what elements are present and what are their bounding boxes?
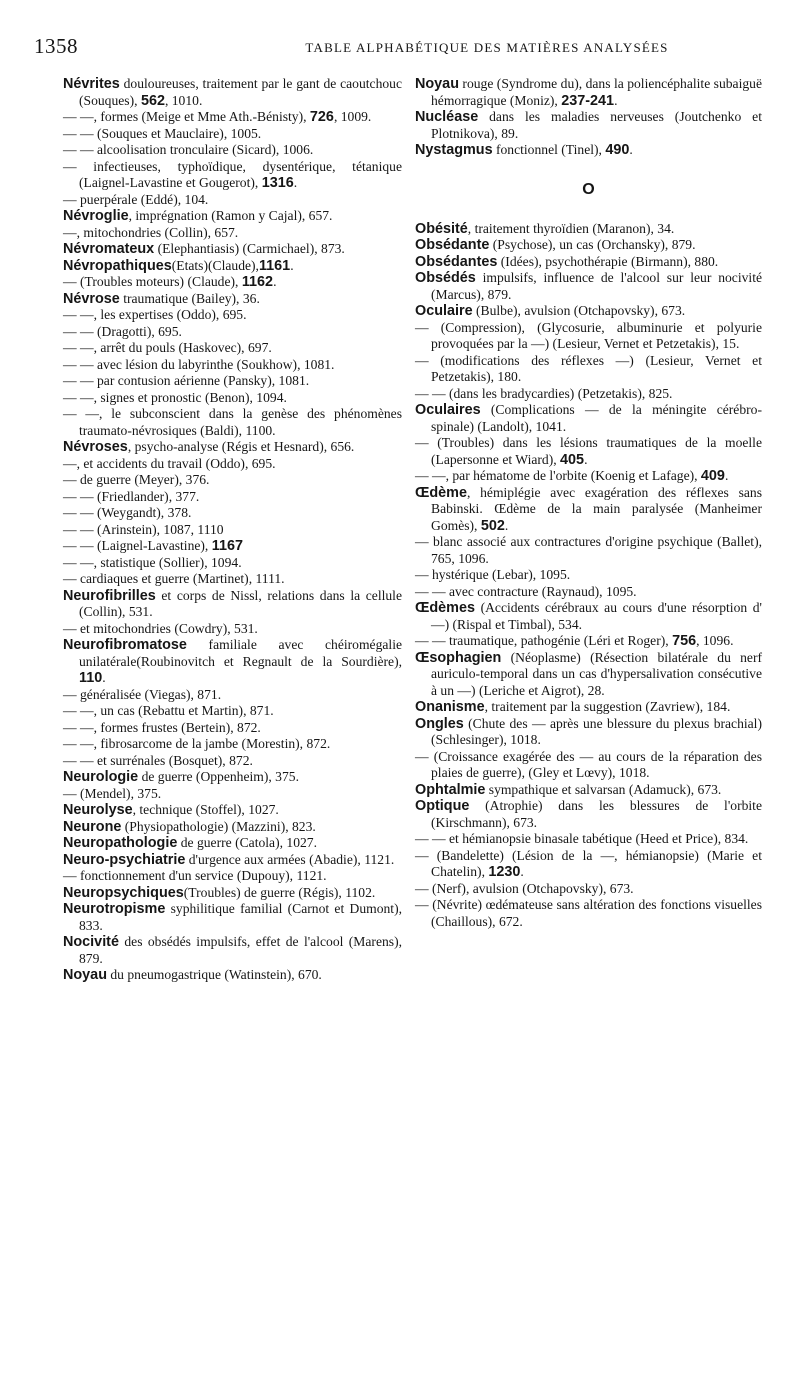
index-entry: [415, 567, 762, 584]
entry-text: — — avec lésion du labyrinthe (Soukhow), 1081.: [63, 356, 335, 372]
entry-text: — — par contusion aérienne (Pansky), 1081.: [63, 373, 310, 388]
entry-text: — — (Arinstein), 1087, 1110: [63, 521, 224, 537]
index-entry: [415, 468, 762, 485]
entry-text: — (Mendel), 375.: [63, 785, 162, 801]
index-entry: [415, 534, 762, 567]
entry-heading: Neurolyse: [63, 802, 133, 818]
index-entry: [415, 109, 762, 142]
index-entry: [63, 720, 402, 737]
entry-page-reference: 490: [605, 142, 630, 158]
index-entry: [63, 307, 402, 324]
index-entry: [415, 270, 762, 303]
index-entry: [63, 885, 402, 902]
entry-text: — —, statistique (Sollier), 1094.: [63, 554, 242, 570]
entry-heading: Ophtalmie: [415, 781, 486, 798]
index-entry: [415, 782, 762, 799]
entry-text: —, et accidents du travail (Oddo), 695.: [63, 455, 276, 471]
index-entry: [63, 142, 402, 159]
entry-text: — —, un cas (Rebattu et Martin), 871.: [63, 703, 274, 718]
entry-text-tail: .: [520, 864, 524, 879]
entry-text: — infectieuses, typhoïdique, dysentérique, tétanique (Laignel-Lavastine et Gougerot),: [63, 158, 402, 190]
index-entry: [63, 340, 402, 357]
entry-text: , traitement thyroïdien (Maranon), 34.: [467, 220, 675, 236]
index-entry: [63, 456, 402, 473]
index-entry: [63, 555, 402, 572]
index-entry: [415, 633, 762, 650]
index-entry: [63, 505, 402, 522]
index-entry: [415, 848, 762, 881]
index-entry: [63, 736, 402, 753]
index-entry: [63, 522, 402, 539]
entry-text: — — avec contracture (Raynaud), 1095.: [415, 583, 637, 599]
entry-heading: Neurologie: [63, 769, 139, 785]
index-entry: [63, 291, 402, 308]
index-entry: [415, 386, 762, 403]
index-entry: [415, 600, 762, 633]
entry-text: — puerpérale (Eddé), 104.: [63, 191, 209, 207]
index-entry: [63, 373, 402, 390]
entry-text: (Psychose), un cas (Orchansky), 879.: [489, 237, 696, 252]
index-entry: [63, 274, 402, 291]
index-entry: [63, 489, 402, 506]
entry-heading: Névroses: [63, 439, 128, 455]
index-entry: [63, 324, 402, 341]
entry-text: — —, formes (Meige et Mme Ath.-Bénisty),: [63, 109, 310, 124]
entry-text: familiale avec chéiromégalie unilatérale(Roubinovitch et Regnault de la Sourdière),: [79, 637, 402, 669]
index-entry: [415, 221, 762, 238]
entry-text: — (Névrite) œdémateuse sans altération des fonctions visuelles (Chaillous), 672.: [415, 897, 762, 929]
index-entry: [415, 254, 762, 271]
index-entry: [63, 439, 402, 456]
entry-text: — —, le subconscient dans la genèse des phénomènes traumato-névrosiques (Baldi), 1100.: [63, 406, 402, 438]
index-entry: [415, 303, 762, 320]
entry-text-tail: , 1096.: [696, 633, 734, 648]
running-title: TABLE ALPHABÉTIQUE DES MATIÈRES ANALYSÉES: [305, 40, 669, 55]
entry-text: — — alcoolisation tronculaire (Sicard), 1006.: [63, 142, 314, 157]
page-header: [34, 34, 770, 62]
index-entry: [63, 703, 402, 720]
entry-text: (Chute des — après une blessure du plexus brachial) (Schlesinger), 1018.: [431, 715, 762, 747]
entry-text: (Néoplasme) (Résection bilatérale du nerf auriculo-temporal dans un cas d'hypersalivation consécutive à un —) (Leriche et Aigrot), 28.: [431, 649, 762, 698]
index-entry: [63, 159, 402, 192]
entry-text: de guerre (Catola), 1027.: [177, 835, 317, 850]
entry-heading: Noyau: [415, 76, 459, 92]
entry-heading: Névropathiques: [63, 257, 172, 274]
index-entry: [63, 621, 402, 638]
entry-text: de guerre (Oppenheim), 375.: [138, 769, 299, 784]
entry-page-reference: 1230: [488, 864, 521, 880]
entry-text: du pneumogastrique (Watinstein), 670.: [106, 967, 322, 982]
index-entry: [415, 716, 762, 749]
entry-text: — hystérique (Lebar), 1095.: [415, 567, 571, 582]
index-entry: [63, 901, 402, 934]
entry-text-tail: , 1010.: [164, 92, 203, 108]
entry-text: sympathique et salvarsan (Adamuck), 673.: [485, 781, 722, 797]
index-entry: [63, 934, 402, 967]
index-entry: [415, 76, 762, 109]
right-column: [415, 76, 762, 930]
entry-text: — (Troubles) dans les lésions traumatiques de la moelle (Lapersonne et Wiard),: [415, 435, 762, 467]
entry-heading: Névrites: [63, 76, 120, 92]
index-entry: [63, 852, 402, 869]
index-entry: [415, 435, 762, 468]
index-entry: [63, 472, 402, 489]
entry-text: — cardiaques et guerre (Martinet), 1111.: [63, 571, 285, 586]
index-entry: [415, 881, 762, 898]
entry-text: d'urgence aux armées (Abadie), 1121.: [185, 851, 395, 867]
index-entry: [63, 225, 402, 242]
entry-heading: Obsédantes: [415, 253, 498, 270]
entry-text: — —, fibrosarcome de la jambe (Morestin), 872.: [63, 736, 331, 751]
entry-heading: Œdèmes: [415, 600, 475, 616]
entry-text: — (Bandelette) (Lésion de la —, hémianopsie) (Marie et Chatelin),: [415, 847, 762, 879]
index-entry: [63, 967, 402, 984]
entry-heading: Neuropathologie: [63, 835, 178, 851]
entry-text-tail: .: [293, 175, 298, 190]
entry-page-reference: 1316: [261, 175, 294, 191]
index-entry: [415, 798, 762, 831]
index-entry: [415, 749, 762, 782]
index-entry: [415, 142, 762, 159]
entry-text: — — (Souques et Mauclaire), 1005.: [63, 125, 262, 141]
index-entry: [63, 637, 402, 687]
entry-text: douloureuses, traitement par le gant de caoutchouc (Souques),: [79, 76, 402, 108]
entry-text: — —, formes frustes (Bertein), 872.: [63, 719, 261, 735]
entry-page-reference: 409: [700, 468, 725, 484]
entry-heading: Obsédés: [415, 270, 476, 286]
entry-heading: Neurone: [63, 818, 122, 835]
entry-heading: Œsophagien: [415, 649, 502, 666]
index-entry: [415, 485, 762, 535]
entry-text: (Physiopathologie) (Mazzini), 823.: [121, 818, 316, 834]
entry-text: et corps de Nissl, relations dans la cellule (Collin), 531.: [79, 587, 402, 619]
index-entry: [415, 699, 762, 716]
index-entry: [63, 208, 402, 225]
entry-text: — de guerre (Meyer), 376.: [63, 472, 210, 487]
entry-text: (Etats)(Claude),: [171, 257, 259, 273]
entry-heading: Névroglie: [63, 208, 129, 224]
entry-text: fonctionnel (Tinel),: [492, 142, 606, 157]
entry-heading: Névromateux: [63, 241, 155, 257]
index-entry: [63, 109, 402, 126]
index-entry: [415, 831, 762, 848]
index-entry: [63, 868, 402, 885]
entry-text: — blanc associé aux contractures d'origine psychique (Ballet), 765, 1096.: [415, 534, 762, 566]
index-entry: [63, 390, 402, 407]
entry-text: (Elephantiasis) (Carmichael), 873.: [154, 241, 345, 256]
right-column-n-entries: [415, 76, 762, 159]
entry-heading: Neurofibromatose: [63, 637, 187, 653]
right-column-o-entries: [415, 221, 762, 931]
index-entry: [63, 571, 402, 588]
entry-text: — — (Friedlander), 377.: [63, 488, 200, 504]
entry-text: (Accidents cérébraux au cours d'une résorption d' —) (Rispal et Timbal), 534.: [431, 600, 762, 632]
entry-text: , hémiplégie avec exagération des réflexes sans Babinski. Œdème de la main paralysée (Manheimer Gomès),: [431, 484, 762, 533]
entry-heading: Oculaire: [415, 303, 473, 319]
entry-heading: Obsédante: [415, 237, 490, 253]
entry-page-reference: 756: [672, 633, 697, 649]
index-entry: [415, 650, 762, 700]
entry-heading: Nucléase: [415, 109, 479, 125]
entry-text: , traitement par la suggestion (Zavriew), 184.: [484, 699, 731, 714]
entry-text: —, mitochondries (Collin), 657.: [63, 224, 239, 240]
entry-text: — —, les expertises (Oddo), 695.: [63, 307, 247, 322]
index-entry: [63, 241, 402, 258]
index-entry: [63, 357, 402, 374]
entry-heading: Onanisme: [415, 699, 485, 715]
entry-text-tail: .: [724, 468, 729, 483]
entry-page-reference: 405: [560, 451, 585, 468]
entry-page-reference: 237-241: [561, 92, 615, 109]
entry-text: — — et surrénales (Bosquet), 872.: [63, 752, 253, 768]
entry-text: — (modifications des réflexes —) (Lesieur, Vernet et Petzetakis), 180.: [415, 352, 762, 384]
entry-text: traumatique (Bailey), 36.: [119, 290, 260, 306]
entry-heading: Névrose: [63, 290, 120, 307]
entry-text-tail: .: [504, 517, 509, 533]
page-number: 1358: [34, 34, 78, 58]
entry-text: — et mitochondries (Cowdry), 531.: [63, 620, 258, 636]
index-entry: [63, 835, 402, 852]
entry-text: (Idées), psychothérapie (Birmann), 880.: [497, 253, 719, 269]
entry-text-tail: .: [614, 92, 618, 108]
entry-page-reference: 562: [140, 92, 165, 109]
entry-heading: Optique: [415, 798, 470, 814]
entry-text: (Troubles) de guerre (Régis), 1102.: [183, 884, 376, 900]
entry-heading: Oculaires: [415, 402, 481, 418]
entry-text: , imprégnation (Ramon y Cajal), 657.: [128, 208, 333, 223]
entry-page-reference: 1162: [241, 274, 274, 290]
entry-text: — — et hémianopsie binasale tabétique (Heed et Price), 834.: [415, 831, 749, 846]
entry-text: — —, par hématome de l'orbite (Koenig et Lafage),: [415, 468, 701, 483]
entry-text: — — (Weygandt), 378.: [63, 505, 192, 520]
entry-heading: Neuropsychiques: [63, 884, 184, 901]
index-entry: [63, 192, 402, 209]
index-entry: [63, 76, 402, 109]
entry-heading: Nystagmus: [415, 142, 493, 158]
entry-text: (Atrophie) dans les blessures de l'orbite (Kirschmann), 673.: [431, 798, 762, 830]
entry-text: — (Compression), (Glycosurie, albuminurie et polyurie provoquées par la —) (Lesieur, Vernet et Petzetakis), 15.: [415, 319, 762, 351]
entry-text: — généralisée (Viegas), 871.: [63, 686, 222, 702]
entry-text: — —, arrêt du pouls (Haskovec), 697.: [63, 340, 272, 355]
entry-text: des obsédés impulsifs, effet de l'alcool (Marens), 879.: [79, 934, 402, 966]
index-entry: [415, 353, 762, 386]
index-entry: [63, 753, 402, 770]
entry-text: — — (Laignel-Lavastine),: [63, 538, 212, 553]
entry-text-tail: .: [273, 274, 277, 289]
left-column: [63, 76, 402, 984]
entry-text: , psycho-analyse (Régis et Hesnard), 656.: [127, 439, 355, 454]
entry-text: — (Croissance exagérée des — au cours de la réparation des plaies de guerre), (Gley et Lœvy), 1018.: [415, 748, 762, 780]
entry-text-tail: .: [102, 670, 106, 685]
index-entry: [63, 819, 402, 836]
index-entry: [415, 402, 762, 435]
index-entry: [63, 769, 402, 786]
entry-text: syphilitique familial (Carnot et Dumont), 833.: [79, 901, 402, 933]
index-entry: [63, 538, 402, 555]
entry-text: — (Nerf), avulsion (Otchapovsky), 673.: [415, 880, 634, 896]
entry-heading: Neurofibrilles: [63, 587, 156, 604]
index-entry: [63, 406, 402, 439]
entry-heading: Neuro-psychiatrie: [63, 851, 186, 868]
entry-text: — — traumatique, pathogénie (Léri et Roger),: [415, 633, 673, 648]
entry-text-tail: , 1009.: [333, 109, 372, 124]
entry-text-tail: .: [629, 142, 633, 157]
entry-text: (Bulbe), avulsion (Otchapovsky), 673.: [472, 303, 686, 318]
section-letter: O: [582, 180, 595, 198]
entry-heading: Obésité: [415, 220, 468, 237]
entry-text: — (Troubles moteurs) (Claude),: [63, 274, 242, 289]
entry-text: impulsifs, influence de l'alcool sur leur nocivité (Marcus), 879.: [431, 270, 762, 302]
entry-page-reference: 1161: [258, 257, 291, 274]
entry-page-reference: 502: [480, 517, 505, 534]
entry-text-tail: .: [290, 257, 294, 273]
index-entry: [63, 802, 402, 819]
index-entry: [63, 687, 402, 704]
entry-page-reference: 110: [79, 670, 103, 686]
entry-heading: Neurotropisme: [63, 901, 166, 917]
index-entry: [63, 588, 402, 621]
entry-text: (Complications — de la méningite cérébro-spinale) (Landolt), 1041.: [431, 402, 762, 434]
entry-text: dans les maladies nerveuses (Joutchenko et Plotnikova), 89.: [431, 109, 762, 141]
entry-heading: Nocivité: [63, 934, 119, 950]
entry-text: rouge (Syndrome du), dans la poliencéphalite subaiguë hémorragique (Moniz),: [431, 76, 762, 108]
entry-page-reference: 1167: [211, 538, 243, 554]
entry-page-reference: 726: [309, 109, 334, 125]
entry-text: — —, signes et pronostic (Benon), 1094.: [63, 389, 287, 405]
entry-text: — — (dans les bradycardies) (Petzetakis), 825.: [415, 385, 673, 401]
index-entry: [415, 320, 762, 353]
entry-heading: Noyau: [63, 967, 107, 983]
index-entry: [415, 237, 762, 254]
index-entry: [415, 897, 762, 930]
index-entry: [63, 126, 402, 143]
index-entry: [63, 786, 402, 803]
entry-heading: Ongles: [415, 715, 464, 732]
entry-text: , technique (Stoffel), 1027.: [132, 802, 279, 817]
entry-text-tail: .: [584, 451, 588, 467]
index-entry: [63, 258, 402, 275]
entry-heading: Œdème: [415, 484, 467, 501]
entry-text: — — (Dragotti), 695.: [63, 323, 182, 339]
index-entry: [415, 584, 762, 601]
entry-text: — fonctionnement d'un service (Dupouy), 1121.: [63, 868, 327, 883]
